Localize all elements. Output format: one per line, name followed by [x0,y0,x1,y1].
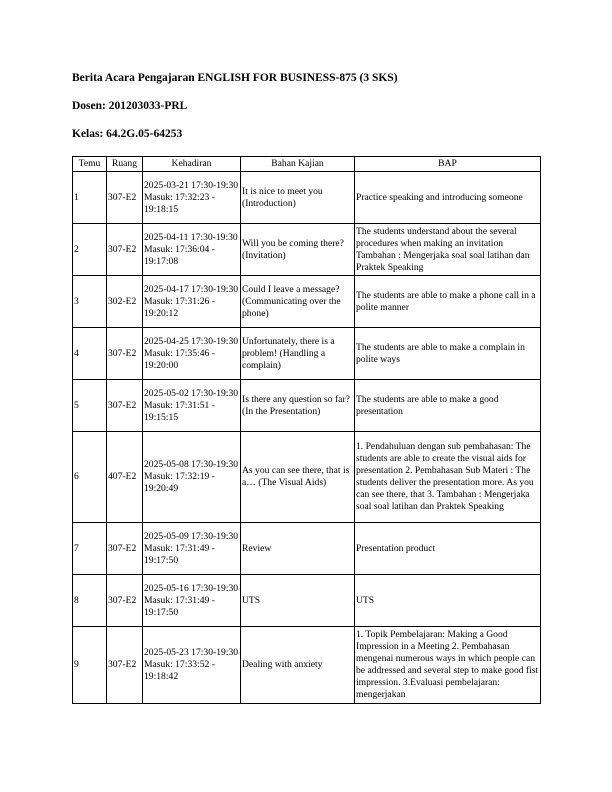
cell-temu: 6 [73,432,107,523]
cell-ruang: 307-E2 [107,224,143,276]
table-row [73,328,541,380]
check-in-time: Masuk: 17:33:52 - 19:18:42 [144,659,215,682]
lecturer-line: Dosen: 201203033-PRL [72,100,188,112]
cell-temu: 3 [73,276,107,328]
table-row [73,224,541,276]
cell-bahan-kajian: Could I leave a message? (Communicating over the phone) [241,276,355,328]
cell-bap: UTS [355,575,541,627]
cell-bap: Presentation product [355,523,541,575]
cell-temu: 5 [73,380,107,432]
schedule-time: 2025-05-23 17:30-19:30 [144,647,239,658]
cell-bahan-kajian: As you can see there, that is a… (The Visual Aids) [241,432,355,523]
cell-ruang: 302-E2 [107,276,143,328]
column-header-temu: Temu [73,157,107,172]
cell-kehadiran [143,224,241,276]
schedule-time: 2025-04-11 17:30-19:30 [144,231,238,243]
table-row [73,172,541,224]
cell-bahan-kajian: Dealing with anxiety [241,627,355,704]
check-in-time: Masuk: 17:31:26 - 19:20:12 [144,295,215,319]
cell-bap: The students understand about the several procedures when making an invitation Tambahan : Mengerjaka soal soal latihan dan Praktek Speaking [355,224,541,276]
cell-bahan-kajian: Will you be coming there? (Invitation) [241,224,355,276]
cell-ruang: 307-E2 [107,575,143,627]
cell-temu: 7 [73,523,107,575]
cell-bap: 1. Pendahuluan dengan sub pembahasan: The students are able to create the visual aids for presentation 2. Pembahasan Sub Materi : The students deliver the presentation more. As you can see there, that 3. Tambahan : Mengerjaka soal soal latihan dan Praktek Speaking [355,432,541,523]
check-in-time: Masuk: 17:32:23 - 19:18:15 [144,191,215,215]
cell-temu: 4 [73,328,107,380]
schedule-time: 2025-05-02 17:30-19:30 [144,387,239,399]
schedule-time: 2025-05-08 17:30-19:30 [144,459,239,470]
cell-bap [355,627,541,704]
cell-bap: The students are able to make a good presentation [355,380,541,432]
cell-bahan-kajian: It is nice to meet you (Introduction) [241,172,355,224]
schedule-time: 2025-04-17 17:30-19:30 [144,283,239,295]
column-header-bahan-kajian: Bahan Kajian [241,157,355,172]
table-row [73,575,541,627]
document-title: Berita Acara Pengajaran ENGLISH FOR BUSINESS-875 (3 SKS) [72,72,398,84]
schedule-time: 2025-03-21 17:30-19:30 [144,179,239,191]
table-row [73,276,541,328]
cell-ruang: 407-E2 [107,432,143,523]
cell-kehadiran [143,627,241,704]
check-in-time: Masuk: 17:35:46 - 19:20:00 [144,347,215,371]
cell-bahan-kajian: Review [241,523,355,575]
cell-bap-text: 1. Topik Pembelajaran: Making a Good Impression in a Meeting 2. Pembahasan mengenai numerous ways in which people can be addressed and several step to make good fist impression. 3.Evaluasi pembelajaran: mengerjakan [356,629,539,700]
cell-temu: 8 [73,575,107,627]
check-in-time: Masuk: 17:31:51 - 19:15:15 [144,399,215,423]
column-header-bap: BAP [355,157,541,172]
cell-ruang: 307-E2 [107,627,143,704]
table-row [73,627,541,704]
cell-temu: 2 [73,224,107,276]
cell-kehadiran [143,432,241,523]
schedule-time: 2025-05-16 17:30-19:30 [144,582,239,594]
schedule-time: 2025-04-25 17:30-19:30 [144,335,239,347]
class-line: Kelas: 64.2G.05-64253 [72,128,183,140]
cell-bahan-kajian: UTS [241,575,355,627]
cell-ruang: 307-E2 [107,380,143,432]
cell-bahan-kajian: Unfortunately, there is a problem! (Handling a complain) [241,328,355,380]
cell-kehadiran [143,575,241,627]
check-in-time: Masuk: 17:36:04 - 19:17:08 [144,243,215,267]
cell-kehadiran [143,172,241,224]
cell-kehadiran [143,523,241,575]
schedule-time: 2025-05-09 17:30-19:30 [144,530,239,542]
cell-bahan-kajian: Is there any question so far? (In the Presentation) [241,380,355,432]
column-header-kehadiran: Kehadiran [143,157,241,172]
cell-temu: 1 [73,172,107,224]
cell-ruang: 307-E2 [107,523,143,575]
attendance-table [72,156,541,704]
cell-ruang: 307-E2 [107,172,143,224]
table-row [73,432,541,523]
cell-bap: Practice speaking and introducing someone [355,172,541,224]
check-in-time: Masuk: 17:32:19 - 19:20:49 [144,471,215,494]
table-row [73,380,541,432]
check-in-time: Masuk: 17:31:49 - 19:17:50 [144,542,215,566]
cell-temu: 9 [73,627,107,704]
cell-kehadiran [143,276,241,328]
cell-kehadiran [143,380,241,432]
cell-bap: The students are able to make a phone call in a polite manner [355,276,541,328]
cell-kehadiran [143,328,241,380]
cell-ruang: 307-E2 [107,328,143,380]
check-in-time: Masuk: 17:31:49 - 19:17:50 [144,594,215,618]
column-header-ruang: Ruang [107,157,143,172]
table-header-row [73,157,541,172]
table-row [73,523,541,575]
cell-bap: The students are able to make a complain in polite ways [355,328,541,380]
